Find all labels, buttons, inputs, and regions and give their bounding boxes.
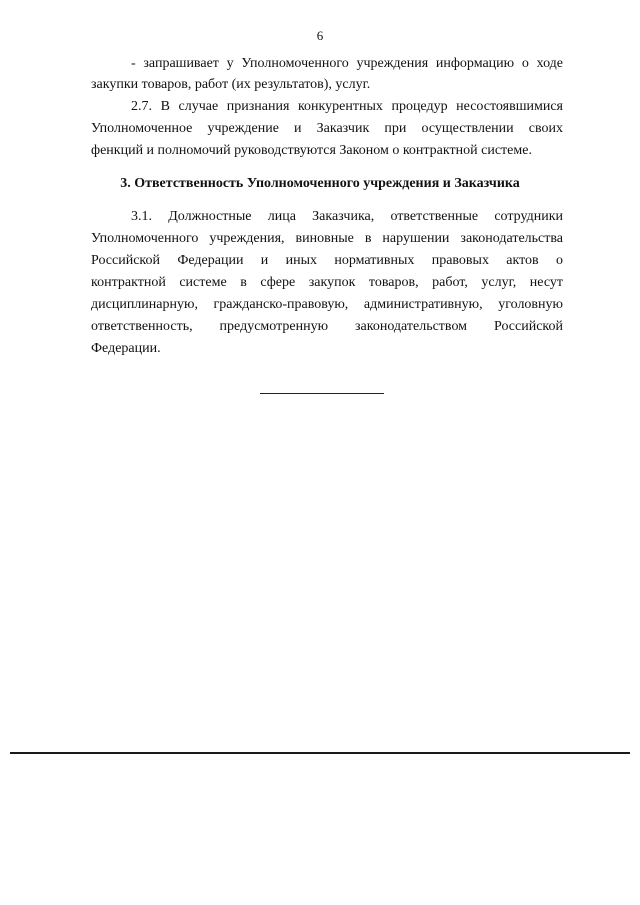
- paragraph-line: - запрашивает у Уполномоченного учреждения информацию о ходе: [131, 56, 563, 71]
- paragraph-line: контрактной системе в сфере закупок товаров, работ, услуг, несут: [91, 275, 563, 290]
- paragraph-line: 3.1. Должностные лица Заказчика, ответственные сотрудники: [131, 209, 563, 224]
- end-of-text-rule: [260, 393, 384, 394]
- section-heading: 3. Ответственность Уполномоченного учреждения и Заказчика: [120, 176, 520, 191]
- paragraph-line: 2.7. В случае признания конкурентных процедур несостоявшимися: [131, 99, 563, 114]
- page-number: 6: [316, 28, 324, 43]
- paragraph-line: Федерации.: [91, 341, 161, 356]
- footer-divider: [10, 752, 630, 754]
- paragraph-line: фенкций и полномочий руководствуются Законом о контрактной системе.: [91, 143, 532, 158]
- paragraph-line: Уполномоченное учреждение и Заказчик при осуществлении своих: [91, 121, 563, 136]
- paragraph-line: Уполномоченного учреждения, виновные в нарушении законодательства: [91, 231, 563, 246]
- paragraph-line: ответственность, предусмотренную законодательством Российской: [91, 319, 563, 334]
- paragraph-line: закупки товаров, работ (их результатов), услуг.: [91, 77, 371, 92]
- paragraph-line: Российской Федерации и иных нормативных правовых актов о: [91, 253, 563, 268]
- paragraph-line: дисциплинарную, гражданско-правовую, административную, уголовную: [91, 297, 563, 312]
